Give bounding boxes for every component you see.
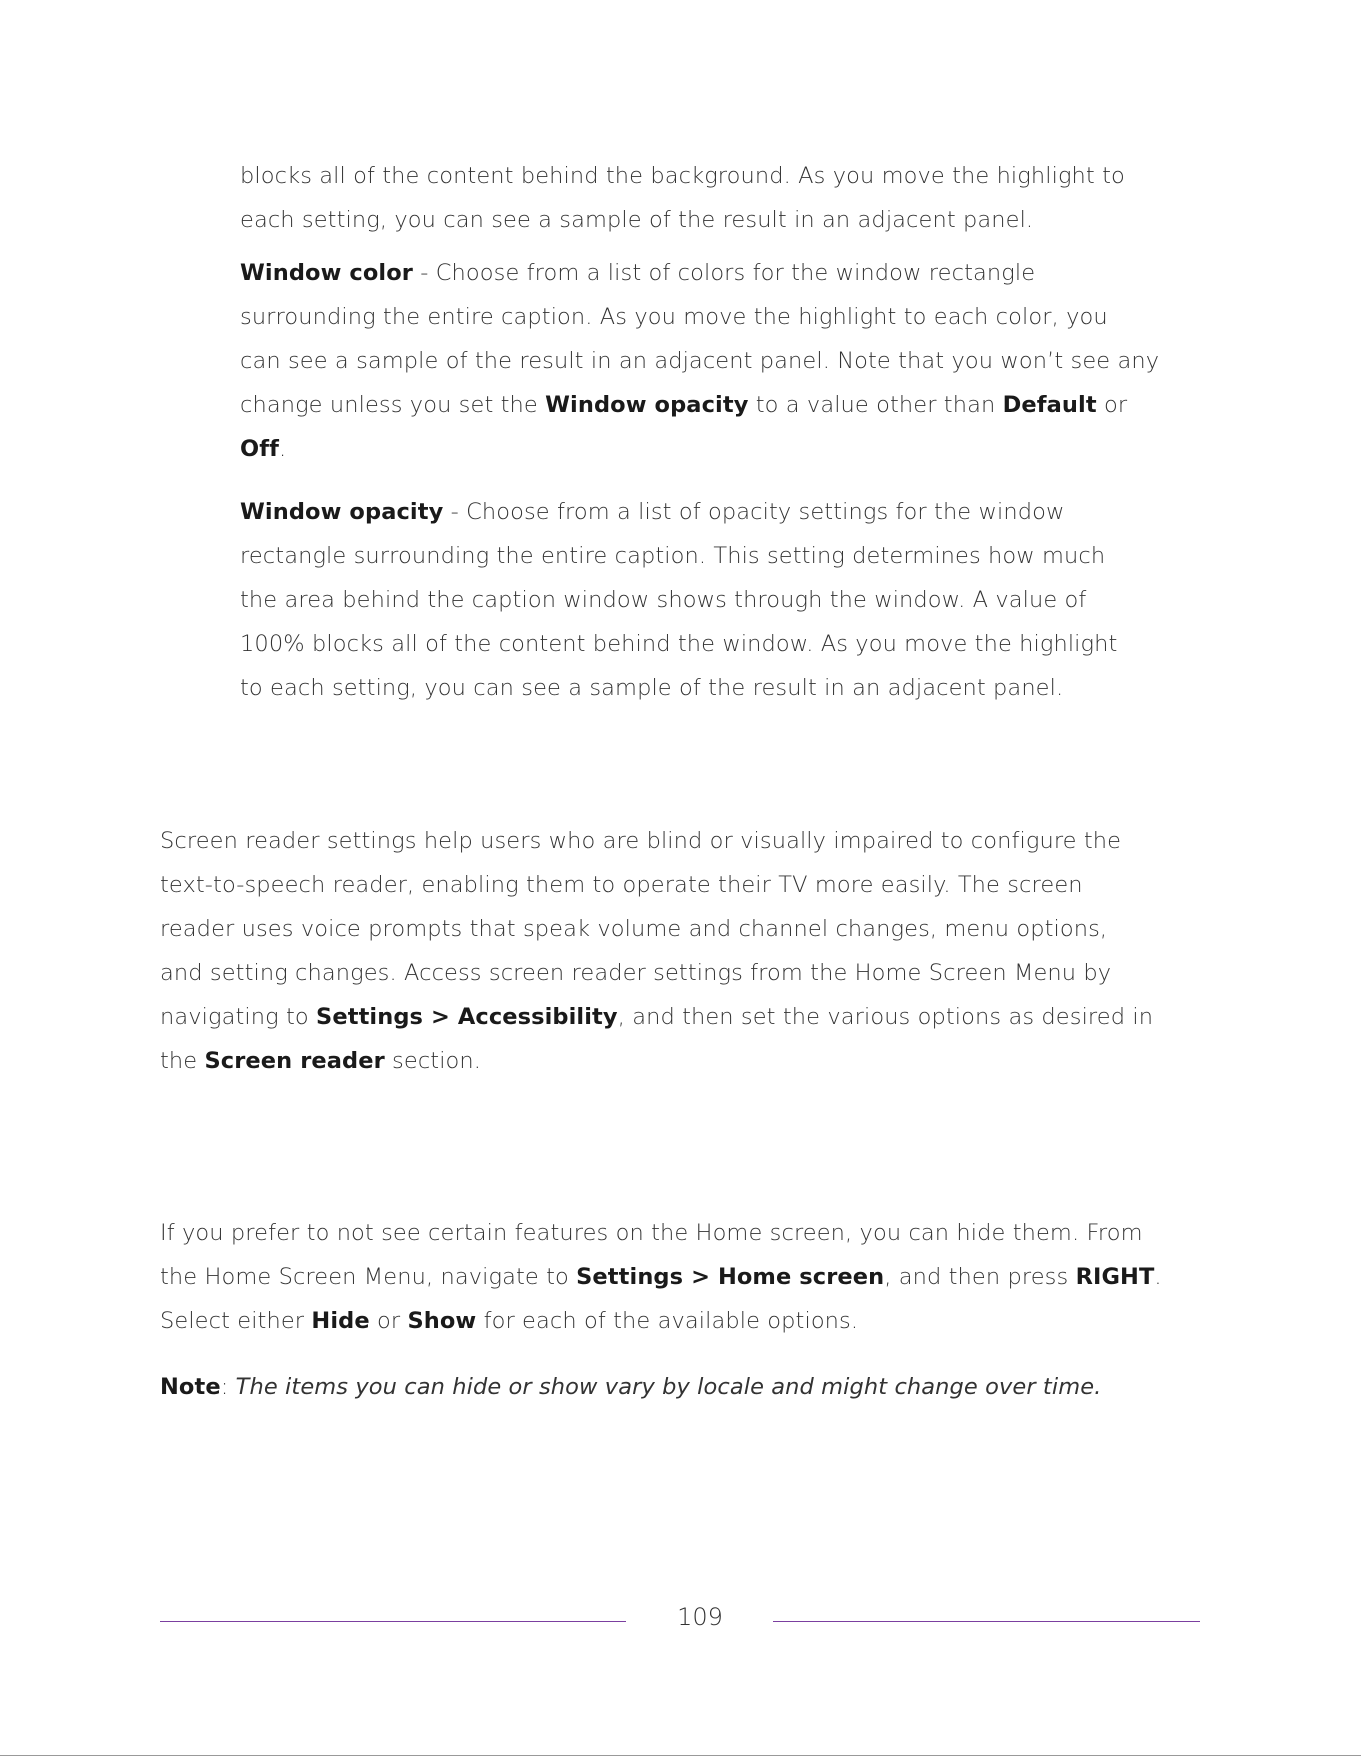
footer-rule-left <box>160 1621 626 1622</box>
background-opacity-continuation <box>240 154 1200 242</box>
right-ref: RIGHT <box>1075 1264 1155 1290</box>
window-opacity-paragraph <box>240 490 1200 710</box>
text-line: , and then press <box>884 1264 1076 1290</box>
text-line: - Choose from a list of opacity settings for the window <box>443 499 1065 525</box>
page-bottom-edge <box>0 1755 1361 1756</box>
default-ref: Default <box>1002 392 1097 418</box>
window-opacity-ref: Window opacity <box>545 392 749 418</box>
window-color-term: Window color <box>240 260 413 286</box>
window-color-paragraph <box>240 251 1200 471</box>
text-line: or <box>369 1308 408 1334</box>
text-line: change unless you set the <box>240 392 546 418</box>
text-line: reader uses voice prompts that speak volume and channel changes, menu options, <box>160 916 1108 942</box>
text-line: the Home Screen Menu, navigate to <box>160 1264 577 1290</box>
settings-home-screen-ref: Settings > Home screen <box>576 1264 885 1290</box>
text-line: 100% blocks all of the content behind the window. As you move the highlight <box>240 631 1118 657</box>
text-line: text-to-speech reader, enabling them to operate their TV more easily. The screen <box>160 872 1083 898</box>
home-screen-paragraph <box>160 1211 1200 1343</box>
text-line: the <box>160 1048 205 1074</box>
note-label: Note <box>160 1374 221 1400</box>
text-line: can see a sample of the result in an adjacent panel. Note that you won’t see any <box>240 348 1160 374</box>
window-opacity-term: Window opacity <box>240 499 444 525</box>
off-ref: Off <box>240 436 280 462</box>
hide-ref: Hide <box>311 1308 370 1334</box>
settings-accessibility-ref: Settings > Accessibility <box>316 1004 618 1030</box>
note-colon: : <box>220 1374 236 1400</box>
text-line: to each setting, you can see a sample of the result in an adjacent panel. <box>240 675 1064 701</box>
text-line: or <box>1096 392 1128 418</box>
text-line: . <box>1154 1264 1162 1290</box>
text-line: Select either <box>160 1308 312 1334</box>
note-paragraph <box>160 1365 1200 1409</box>
text-line: surrounding the entire caption. As you move the highlight to each color, you <box>240 304 1108 330</box>
text-line: rectangle surrounding the entire caption. This setting determines how much <box>240 543 1106 569</box>
text-line: and setting changes. Access screen reader settings from the Home Screen Menu by <box>160 960 1112 986</box>
text-line: - Choose from a list of colors for the window rectangle <box>413 260 1036 286</box>
text-line: each setting, you can see a sample of the result in an adjacent panel. <box>240 207 1034 233</box>
show-ref: Show <box>407 1308 477 1334</box>
text-line: , and then set the various options as desired in <box>617 1004 1154 1030</box>
text-line: to a value other than <box>748 392 1003 418</box>
screen-reader-ref: Screen reader <box>204 1048 385 1074</box>
text-line: navigating to <box>160 1004 317 1030</box>
screen-reader-paragraph <box>160 819 1200 1083</box>
text-line: blocks all of the content behind the background. As you move the highlight to <box>240 163 1125 189</box>
footer-rule-right <box>773 1621 1200 1622</box>
text-line: for each of the available options. <box>476 1308 859 1334</box>
note-text: The items you can hide or show vary by locale and might change over time. <box>235 1374 1102 1400</box>
text-line: Screen reader settings help users who are blind or visually impaired to configure the <box>160 828 1122 854</box>
text-line: the area behind the caption window shows through the window. A value of <box>240 587 1087 613</box>
page-number: 109 <box>677 1603 723 1631</box>
text-line: If you prefer to not see certain features on the Home screen, you can hide them. From <box>160 1220 1143 1246</box>
text-line: section. <box>384 1048 482 1074</box>
text-line: . <box>279 436 287 462</box>
